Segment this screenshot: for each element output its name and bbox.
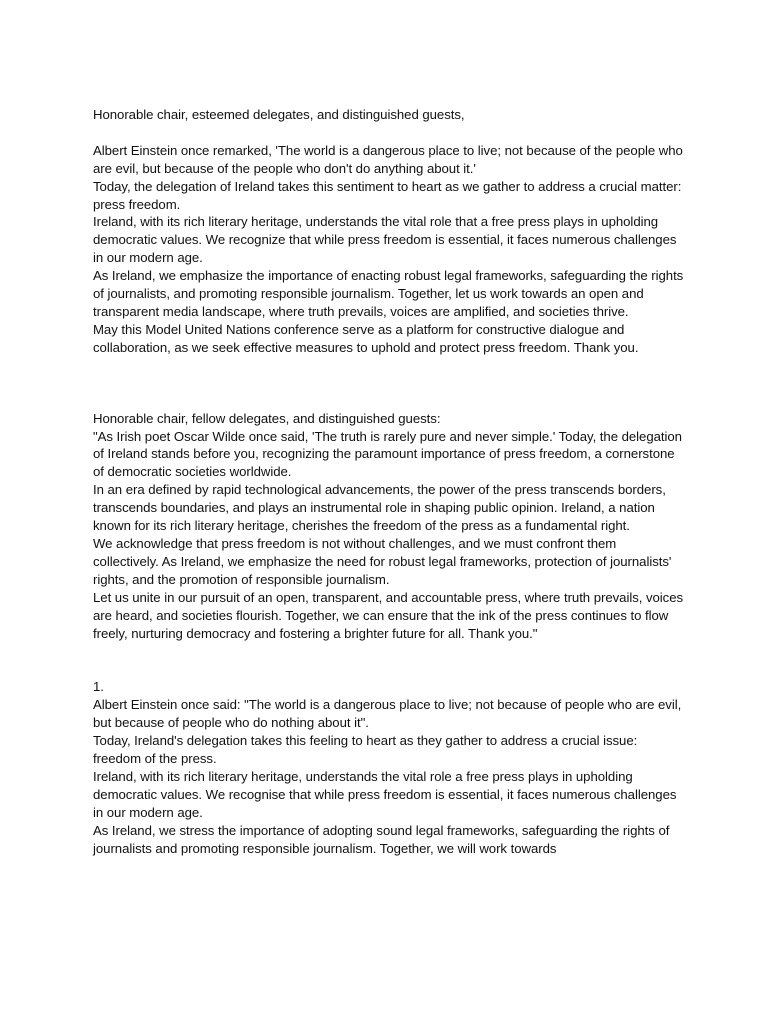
speech-3 — [93, 678, 685, 857]
speech-2-paragraph: Let us unite in our pursuit of an open, transparent, and accountable press, where truth prevails, voices are heard, and societies flourish. Together, we can ensure that the ink of the press continues to flow freely, nurturing democracy and fostering a brighter future for all. Thank you." — [93, 589, 684, 641]
section-spacer — [93, 642, 685, 678]
blank-line — [93, 124, 685, 142]
speech-3-paragraph: Ireland, with its rich literary heritage, understands the vital role a free press plays in upholding democratic values. We recognise that while press freedom is essential, it faces numerous challenges in our modern age. — [93, 768, 677, 820]
speech-3-paragraph: Today, Ireland's delegation takes this feeling to heart as they gather to address a crucial issue: freedom of the press. — [93, 733, 638, 767]
speech-1-salutation: Honorable chair, esteemed delegates, and distinguished guests, — [93, 107, 465, 122]
speech-1-paragraph: Albert Einstein once remarked, 'The world is a dangerous place to live; not because of the people who are evil, but because of the people who don't do anything about it.' — [93, 142, 683, 176]
speech-3-number: 1. — [93, 679, 104, 695]
speech-2 — [93, 410, 685, 643]
speech-2-paragraph: In an era defined by rapid technological advancements, the power of the press transcends borders, transcends boundaries, and plays an instrumental role in shaping public opinion. Ireland, a nation known for its rich literary heritage, cherishes the freedom of the press as a fundamental right. — [93, 482, 666, 534]
speech-3-paragraph: Albert Einstein once said: "The world is a dangerous place to live; not because of people who are evil, but because of people who do nothing about it". — [93, 697, 682, 731]
speech-2-salutation: Honorable chair, fellow delegates, and distinguished guests: — [93, 410, 441, 426]
speech-1 — [93, 106, 685, 357]
speech-1-paragraph: May this Model United Nations conference serve as a platform for constructive dialogue and collaboration, as we seek effective measures to uphold and protect press freedom. Thank you. — [93, 321, 639, 355]
speech-1-paragraph: Today, the delegation of Ireland takes this sentiment to heart as we gather to address a crucial matter: press freedom. — [93, 178, 682, 212]
speech-1-paragraph: As Ireland, we emphasize the importance of enacting robust legal frameworks, safeguarding the rights of journalists, and promoting responsible journalism. Together, let us work towards an open and transparent media landscape, where truth prevails, voices are amplified, and societies thrive. — [93, 268, 684, 319]
speech-2-paragraph: We acknowledge that press freedom is not without challenges, and we must confront them collectively. As Ireland, we emphasize the need for robust legal frameworks, protection of journalists' rights, and the promotion of responsible journalism. — [93, 536, 672, 587]
speech-3-paragraph: As Ireland, we stress the importance of adopting sound legal frameworks, safeguarding the rights of journalists and promoting responsible journalism. Together, we will work towards — [93, 822, 670, 856]
section-spacer — [93, 357, 685, 410]
document-page — [93, 106, 685, 858]
speech-2-paragraph: "As Irish poet Oscar Wilde once said, 'The truth is rarely pure and never simple.' Today, the delegation of Ireland stands before you, recognizing the paramount importance of press freedom, a cornerstone of democratic societies worldwide. — [93, 428, 682, 480]
speech-1-paragraph: Ireland, with its rich literary heritage, understands the vital role that a free press plays in upholding democratic values. We recognize that while press freedom is essential, it faces numerous challenges in our modern age. — [93, 214, 677, 266]
